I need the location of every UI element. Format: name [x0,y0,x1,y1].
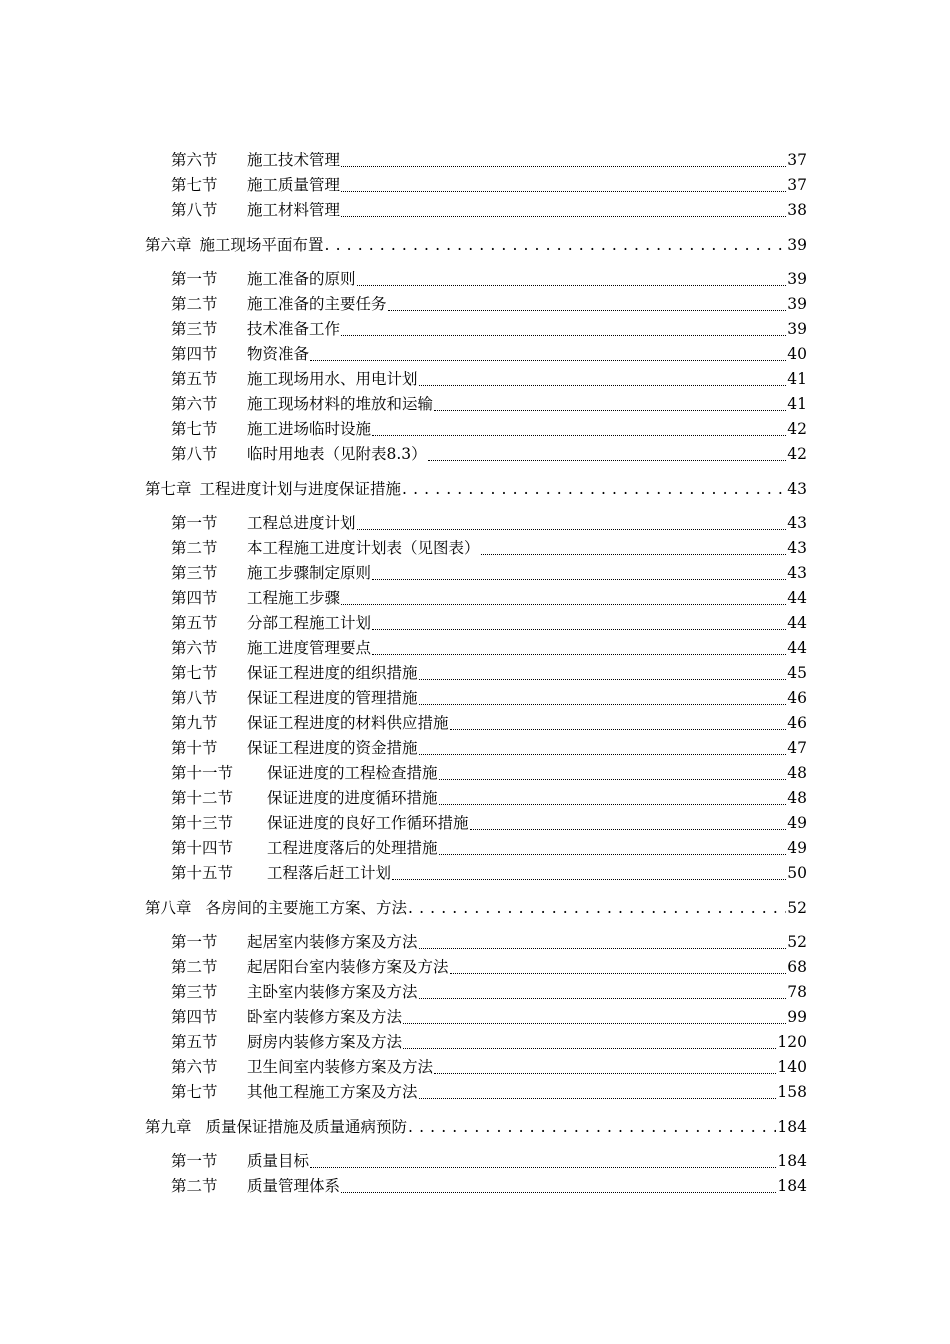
chapter-title: 各房间的主要施工方案、方法 [205,899,408,917]
toc-section-entry[interactable] [0,536,807,561]
dot-leader [439,778,787,780]
toc-section-entry[interactable] [0,392,807,417]
section-number: 第八节 [171,445,218,463]
section-number: 第三节 [171,320,218,338]
toc-chapter-entry[interactable] [0,223,807,267]
section-number: 第十三节 [171,814,234,832]
section-number: 第七节 [171,664,218,682]
toc-section-entry[interactable] [0,173,807,198]
page-number: 43 [787,564,807,582]
section-title: 其他工程施工方案及方法 [247,1083,418,1101]
page-number: 38 [787,201,807,219]
page-number: 43 [787,539,807,557]
dot-leader [357,284,787,286]
toc-entry-label [171,1030,402,1055]
page-number: 52 [787,933,807,951]
section-title: 质量目标 [247,1152,310,1170]
toc-section-entry[interactable] [0,861,807,886]
section-number: 第二节 [171,295,218,313]
dot-leader [419,1097,777,1099]
chapter-title: 工程进度计划与进度保证措施 [199,480,402,498]
section-number: 第六节 [171,395,218,413]
toc-section-entry[interactable] [0,636,807,661]
section-title: 施工现场用水、用电计划 [247,370,418,388]
page-number: 39 [787,270,807,288]
section-title: 主卧室内装修方案及方法 [247,983,418,1001]
toc-section-entry[interactable] [0,661,807,686]
toc-entry-label [171,173,340,198]
section-title: 厨房内装修方案及方法 [247,1033,403,1051]
section-title: 施工准备的原则 [247,270,356,288]
section-title: 保证进度的工程检查措施 [267,764,438,782]
section-title: 本工程施工进度计划表（见图表） [247,539,480,557]
page-number: 40 [787,345,807,363]
dot-leader [434,409,786,411]
dot-leader [419,678,787,680]
dot-leader [403,1047,776,1049]
page-number: 39 [787,320,807,338]
chapter-number: 第九章 [145,1118,192,1136]
page-number: 39 [787,236,807,254]
section-title: 施工材料管理 [247,201,341,219]
toc-entry-label [171,442,427,467]
dot-leader [481,553,787,555]
section-title: 工程施工步骤 [247,589,341,607]
section-title: 工程总进度计划 [247,514,356,532]
page-number: 37 [787,176,807,194]
section-title: 工程进度落后的处理措施 [267,839,438,857]
section-title: 卧室内装修方案及方法 [247,1008,403,1026]
dot-leader [419,703,787,705]
section-number: 第六节 [171,151,218,169]
toc-entry-label [171,267,356,292]
page-number: 48 [787,789,807,807]
dot-leader [428,459,787,461]
section-number: 第三节 [171,564,218,582]
page-number: 184 [777,1152,807,1170]
dot-leader [325,223,787,267]
section-number: 第三节 [171,983,218,1001]
toc-entry-label [171,980,418,1005]
toc-entry-label [171,561,371,586]
dot-leader [408,1105,776,1149]
section-number: 第十二节 [171,789,234,807]
dot-leader [341,165,786,167]
section-title: 物资准备 [247,345,310,363]
page-number: 42 [787,420,807,438]
page-number: 41 [787,370,807,388]
page-number: 46 [787,714,807,732]
toc-entry-label [171,661,418,686]
section-number: 第六节 [171,639,218,657]
toc-entry-label [145,223,324,267]
toc-entry-label [171,861,391,886]
page-number: 184 [777,1177,807,1195]
dot-leader [392,878,786,880]
toc-section-entry[interactable] [0,930,807,955]
chapter-number: 第六章 [145,236,192,254]
toc-entry-label [171,761,438,786]
toc-entry-label [171,736,418,761]
toc-section-entry[interactable] [0,1174,807,1199]
toc-entry-label [171,342,309,367]
chapter-number: 第七章 [145,480,192,498]
toc-section-entry[interactable] [0,1055,807,1080]
chapter-title: 质量保证措施及质量通病预防 [205,1118,408,1136]
section-number: 第十四节 [171,839,234,857]
toc-section-entry[interactable] [0,955,807,980]
toc-entry-label [171,711,449,736]
page-number: 120 [777,1033,807,1051]
section-number: 第七节 [171,176,218,194]
toc-entry-label [171,1080,418,1105]
page-number: 45 [787,664,807,682]
toc-entry-label [171,611,371,636]
section-title: 卫生间室内装修方案及方法 [247,1058,434,1076]
toc-entry-label [171,636,371,661]
section-title: 临时用地表（见附表8.3） [247,445,427,463]
page-number: 44 [787,639,807,657]
section-number: 第七节 [171,420,218,438]
page-number: 140 [777,1058,807,1076]
toc-section-entry[interactable] [0,317,807,342]
section-number: 第四节 [171,345,218,363]
section-number: 第四节 [171,1008,218,1026]
dot-leader [372,434,786,436]
chapter-number: 第八章 [145,899,192,917]
section-title: 保证工程进度的组织措施 [247,664,418,682]
section-number: 第二节 [171,539,218,557]
toc-section-entry[interactable] [0,786,807,811]
table-of-contents [0,148,950,1199]
page-number: 49 [787,814,807,832]
toc-section-entry[interactable] [0,586,807,611]
page-number: 78 [787,983,807,1001]
page-number: 49 [787,839,807,857]
toc-entry-label [171,392,433,417]
dot-leader [439,803,787,805]
dot-leader [341,215,786,217]
section-title: 保证工程进度的管理措施 [247,689,418,707]
section-number: 第一节 [171,514,218,532]
toc-section-entry[interactable] [0,367,807,392]
dot-leader [372,578,786,580]
section-number: 第一节 [171,270,218,288]
toc-entry-label [171,1149,309,1174]
page-number: 99 [787,1008,807,1026]
section-title: 工程落后赶工计划 [267,864,392,882]
dot-leader [450,728,787,730]
section-number: 第十五节 [171,864,234,882]
toc-section-entry[interactable] [0,686,807,711]
toc-entry-label [171,317,340,342]
dot-leader [341,334,786,336]
toc-entry-label [171,586,340,611]
dot-leader [408,886,786,930]
section-title: 施工质量管理 [247,176,341,194]
section-number: 第二节 [171,1177,218,1195]
toc-section-entry[interactable] [0,198,807,223]
toc-section-entry[interactable] [0,736,807,761]
page-number: 47 [787,739,807,757]
toc-entry-label [171,811,469,836]
toc-section-entry[interactable] [0,836,807,861]
section-number: 第四节 [171,589,218,607]
chapter-title: 施工现场平面布置 [199,236,324,254]
section-title: 起居阳台室内装修方案及方法 [247,958,449,976]
dot-leader [341,190,786,192]
dot-leader [372,628,786,630]
dot-leader [434,1072,776,1074]
toc-entry-label [171,1174,340,1199]
toc-entry-label [171,198,340,223]
section-title: 保证工程进度的资金措施 [247,739,418,757]
toc-section-entry[interactable] [0,711,807,736]
section-title: 施工进场临时设施 [247,420,372,438]
toc-entry-label [171,1005,402,1030]
toc-entry-label [171,511,356,536]
toc-section-entry[interactable] [0,511,807,536]
section-title: 起居室内装修方案及方法 [247,933,418,951]
section-number: 第十节 [171,739,218,757]
dot-leader [341,1191,776,1193]
section-title: 施工步骤制定原则 [247,564,372,582]
section-title: 施工现场材料的堆放和运输 [247,395,434,413]
section-title: 保证工程进度的材料供应措施 [247,714,449,732]
dot-leader [419,753,787,755]
page-number: 39 [787,295,807,313]
toc-entry-label [171,955,449,980]
toc-entry-label [171,292,387,317]
page-number: 37 [787,151,807,169]
section-number: 第五节 [171,1033,218,1051]
toc-entry-label [171,686,418,711]
page-number: 44 [787,614,807,632]
toc-entry-label [171,536,480,561]
dot-leader [402,467,786,511]
toc-section-entry[interactable] [0,417,807,442]
toc-section-entry[interactable] [0,1005,807,1030]
page-number: 158 [777,1083,807,1101]
dot-leader [470,828,787,830]
dot-leader [403,1022,786,1024]
section-title: 分部工程施工计划 [247,614,372,632]
toc-section-entry[interactable] [0,148,807,173]
page-number: 52 [787,899,807,917]
dot-leader [388,309,787,311]
section-number: 第二节 [171,958,218,976]
toc-section-entry[interactable] [0,1080,807,1105]
toc-section-entry[interactable] [0,761,807,786]
section-title: 保证进度的进度循环措施 [267,789,438,807]
page-number: 184 [777,1118,807,1136]
page-number: 42 [787,445,807,463]
toc-entry-label [145,886,407,930]
toc-chapter-entry[interactable] [0,467,807,511]
toc-section-entry[interactable] [0,811,807,836]
toc-section-entry[interactable] [0,1149,807,1174]
dot-leader [419,997,787,999]
dot-leader [450,972,787,974]
toc-section-entry[interactable] [0,442,807,467]
dot-leader [419,384,787,386]
page-number: 48 [787,764,807,782]
section-title: 技术准备工作 [247,320,341,338]
toc-entry-label [171,930,418,955]
section-title: 质量管理体系 [247,1177,341,1195]
toc-entry-label [171,786,438,811]
toc-section-entry[interactable] [0,267,807,292]
dot-leader [341,603,786,605]
toc-chapter-entry[interactable] [0,886,807,930]
toc-entry-label [171,417,371,442]
section-title: 施工准备的主要任务 [247,295,387,313]
section-number: 第一节 [171,1152,218,1170]
section-title: 保证进度的良好工作循环措施 [267,814,469,832]
section-number: 第六节 [171,1058,218,1076]
toc-entry-label [171,836,438,861]
dot-leader [357,528,787,530]
toc-chapter-entry[interactable] [0,1105,807,1149]
section-number: 第八节 [171,689,218,707]
dot-leader [310,359,786,361]
section-title: 施工进度管理要点 [247,639,372,657]
page-number: 68 [787,958,807,976]
section-number: 第五节 [171,370,218,388]
section-title: 施工技术管理 [247,151,341,169]
page-number: 43 [787,514,807,532]
toc-entry-label [171,367,418,392]
page-number: 46 [787,689,807,707]
page-number: 43 [787,480,807,498]
section-number: 第五节 [171,614,218,632]
toc-section-entry[interactable] [0,980,807,1005]
section-number: 第八节 [171,201,218,219]
dot-leader [419,947,787,949]
toc-section-entry[interactable] [0,561,807,586]
section-number: 第一节 [171,933,218,951]
toc-entry-label [145,467,401,511]
page-number: 41 [787,395,807,413]
page-number: 50 [787,864,807,882]
section-number: 第十一节 [171,764,234,782]
toc-entry-label [171,148,340,173]
dot-leader [372,653,786,655]
section-number: 第九节 [171,714,218,732]
section-number: 第七节 [171,1083,218,1101]
page-number: 44 [787,589,807,607]
toc-entry-label [145,1105,407,1149]
dot-leader [310,1166,776,1168]
toc-section-entry[interactable] [0,611,807,636]
toc-section-entry[interactable] [0,342,807,367]
toc-section-entry[interactable] [0,292,807,317]
toc-entry-label [171,1055,433,1080]
dot-leader [439,853,787,855]
toc-section-entry[interactable] [0,1030,807,1055]
